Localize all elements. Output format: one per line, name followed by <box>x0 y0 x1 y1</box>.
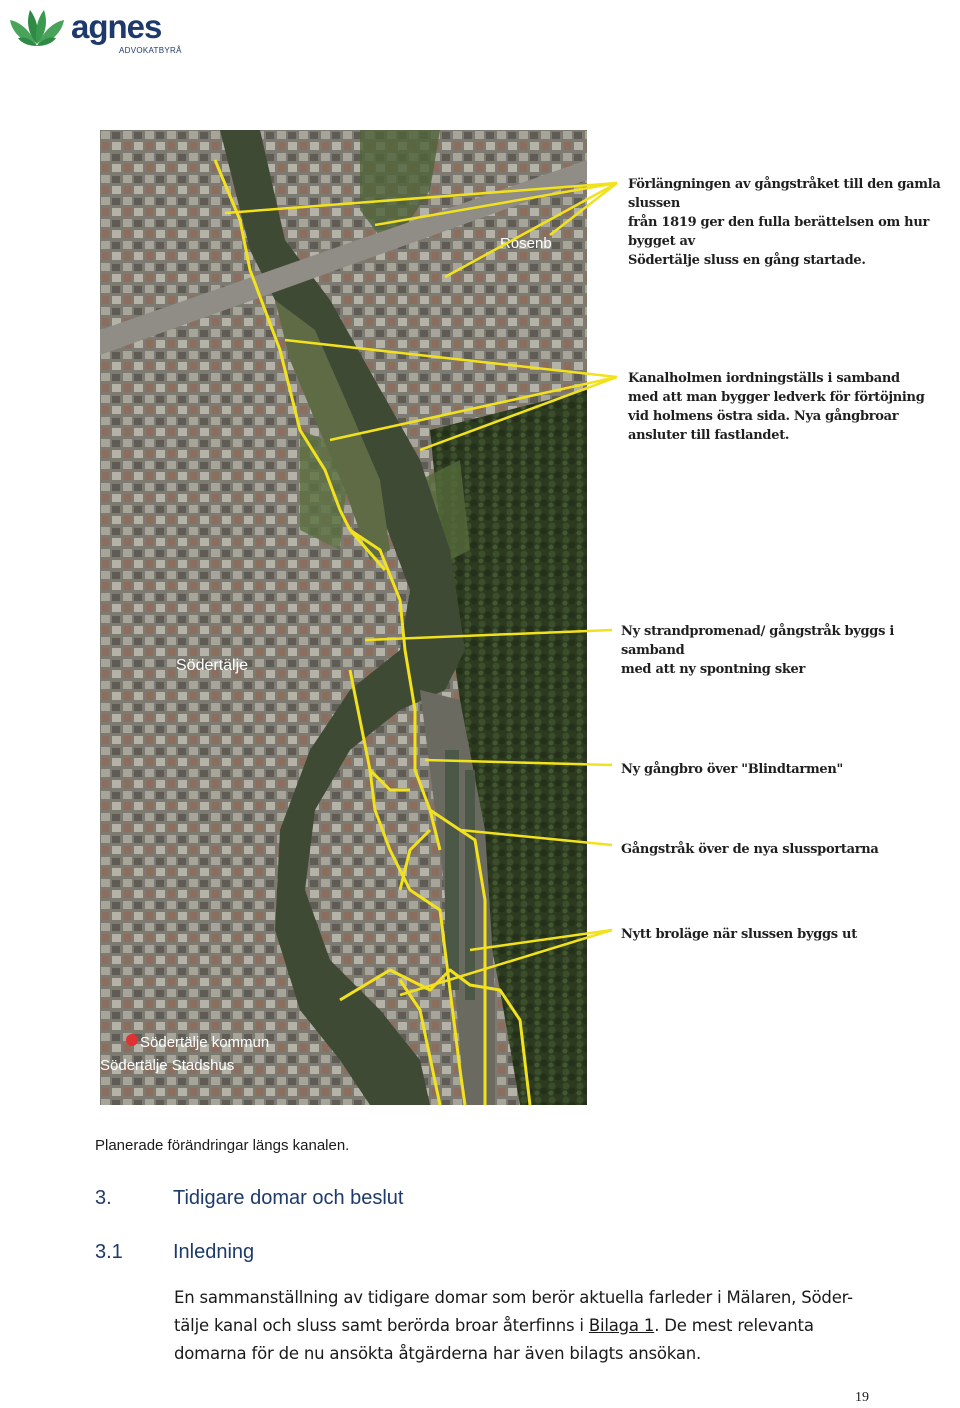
aerial-map <box>100 130 587 1105</box>
logo-subtitle: ADVOKATBYRÅ <box>119 46 182 55</box>
annotation-gangstrak-gamla-slussen: Förlängningen av gångstråket till den gamla slussen från 1819 ger den fulla berättelsen om hur bygget av Södertälje sluss en gång startade. <box>628 177 941 268</box>
section-title: Tidigare domar och beslut <box>173 1187 404 1209</box>
map-label-sodertalje: Södertälje <box>176 657 249 674</box>
annotation-kanalholmen: Kanalholmen iordningställs i samband med att man bygger ledverk för förtöjning vid holmens östra sida. Nya gångbroar ansluter till fastlandet. <box>628 371 925 443</box>
bilaga-1-link[interactable]: Bilaga 1 <box>588 1316 655 1335</box>
figure-caption: Planerade förändringar längs kanalen. <box>95 1137 350 1154</box>
aerial-map-image <box>100 130 587 1105</box>
section-number: 3. <box>95 1187 112 1209</box>
annotation-slussportarna: Gångstråk över de nya slussportarna <box>621 842 879 857</box>
subsection-title: Inledning <box>173 1241 255 1263</box>
page-number: 19 <box>855 1390 869 1405</box>
section-heading <box>95 1187 404 1210</box>
annotation-brolage: Nytt broläge när slussen byggs ut <box>621 927 857 942</box>
map-label-stadshus: Södertälje Stadshus <box>100 1057 235 1074</box>
leaf-logo-icon <box>8 8 66 48</box>
subsection-heading <box>95 1241 254 1264</box>
annotation-strandpromenad: Ny strandpromenad/ gångstråk byggs i samband med att ny spontning sker <box>621 624 894 677</box>
body-paragraph: En sammanställning av tidigare domar som berör aktuella farleder i Mälaren, Söder- tälje kanal och sluss samt berörda broar återfinns i Bilaga 1. De mest relevanta domarna för de nu ansökta åtgärderna har även bilagts ansökan. <box>174 1288 853 1363</box>
logo-wordmark: agnes <box>71 8 162 45</box>
annotation-gangbro-blindtarmen: Ny gångbro över "Blindtarmen" <box>621 762 844 777</box>
agnes-logo <box>8 6 182 58</box>
map-label-rosenberg: Rosenb <box>500 235 552 252</box>
map-pin-icon <box>126 1034 138 1046</box>
map-label-kommun: Södertälje kommun <box>140 1034 270 1051</box>
subsection-number: 3.1 <box>95 1241 123 1263</box>
